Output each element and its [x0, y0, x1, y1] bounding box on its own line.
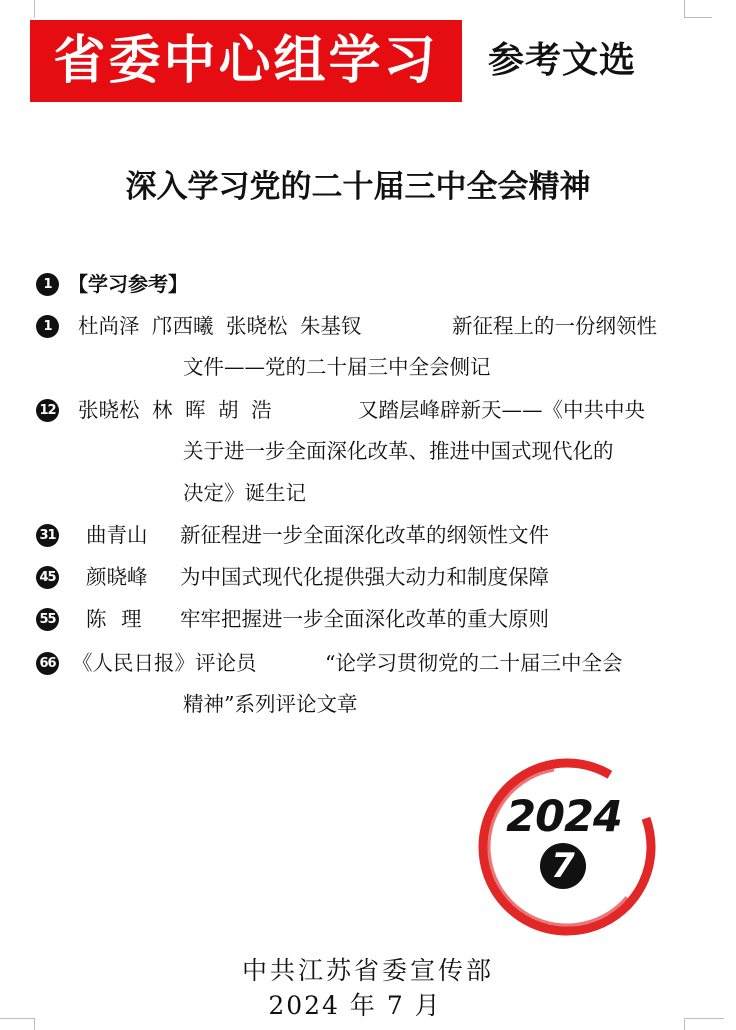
crop-mark: [684, 1018, 685, 1030]
page-number-badge: 45: [36, 566, 59, 589]
toc-title-line: “论学习贯彻党的二十届三中全会: [325, 651, 623, 675]
issue-number-badge: 7: [540, 843, 586, 889]
masthead-banner: [30, 20, 462, 102]
toc-title-line: 新征程上的一份纲领性: [452, 314, 657, 338]
category-label: 【学习参考】: [68, 272, 188, 296]
page-number-badge: 31: [36, 524, 59, 547]
toc-author: 《人民日报》评论员: [72, 651, 257, 675]
toc-title-line: 牢牢把握进一步全面深化改革的重大原则: [180, 607, 549, 631]
issue-year: 2024: [506, 792, 622, 842]
page-number-badge: 12: [36, 399, 59, 422]
toc-title-line: 又踏层峰辟新天——《中共中央: [358, 398, 645, 422]
category-number-badge: 1: [36, 273, 59, 296]
publication-date: 2024 年 7 月: [268, 991, 442, 1020]
toc-title-line: 精神”系列评论文章: [183, 692, 358, 716]
toc-author: 陈 理: [86, 607, 142, 631]
toc-title-line: 关于进一步全面深化改革、推进中国式现代化的: [183, 439, 614, 463]
toc-title-line: 文件——党的二十届三中全会侧记: [183, 355, 491, 379]
crop-mark: [684, 1018, 724, 1019]
toc-author: 张晓松 林 晖 胡 浩: [78, 398, 272, 422]
publisher: 中共江苏省委宣传部: [241, 956, 494, 985]
crop-mark: [0, 1018, 34, 1019]
toc-author: 曲青山: [86, 523, 148, 547]
crop-mark: [34, 1018, 35, 1030]
section-title: 深入学习党的二十届三中全会精神: [125, 169, 591, 205]
masthead-title: 省委中心组学习: [53, 31, 439, 91]
crop-mark: [684, 17, 712, 18]
toc-author: 颜晓峰: [86, 565, 148, 589]
page-number-badge: 1: [36, 315, 59, 338]
crop-mark: [684, 0, 685, 18]
toc-title-line: 新征程进一步全面深化改革的纲领性文件: [180, 523, 549, 547]
page-number-badge: 66: [36, 652, 59, 675]
toc-title-line: 决定》诞生记: [183, 481, 306, 505]
toc-title-line: 为中国式现代化提供强大动力和制度保障: [180, 565, 549, 589]
masthead-subtitle: 参考文选: [488, 40, 637, 81]
crop-mark: [34, 0, 35, 18]
toc-author: 杜尚泽 邝西曦 张晓松 朱基钗: [78, 314, 362, 338]
page-number-badge: 55: [36, 608, 59, 631]
